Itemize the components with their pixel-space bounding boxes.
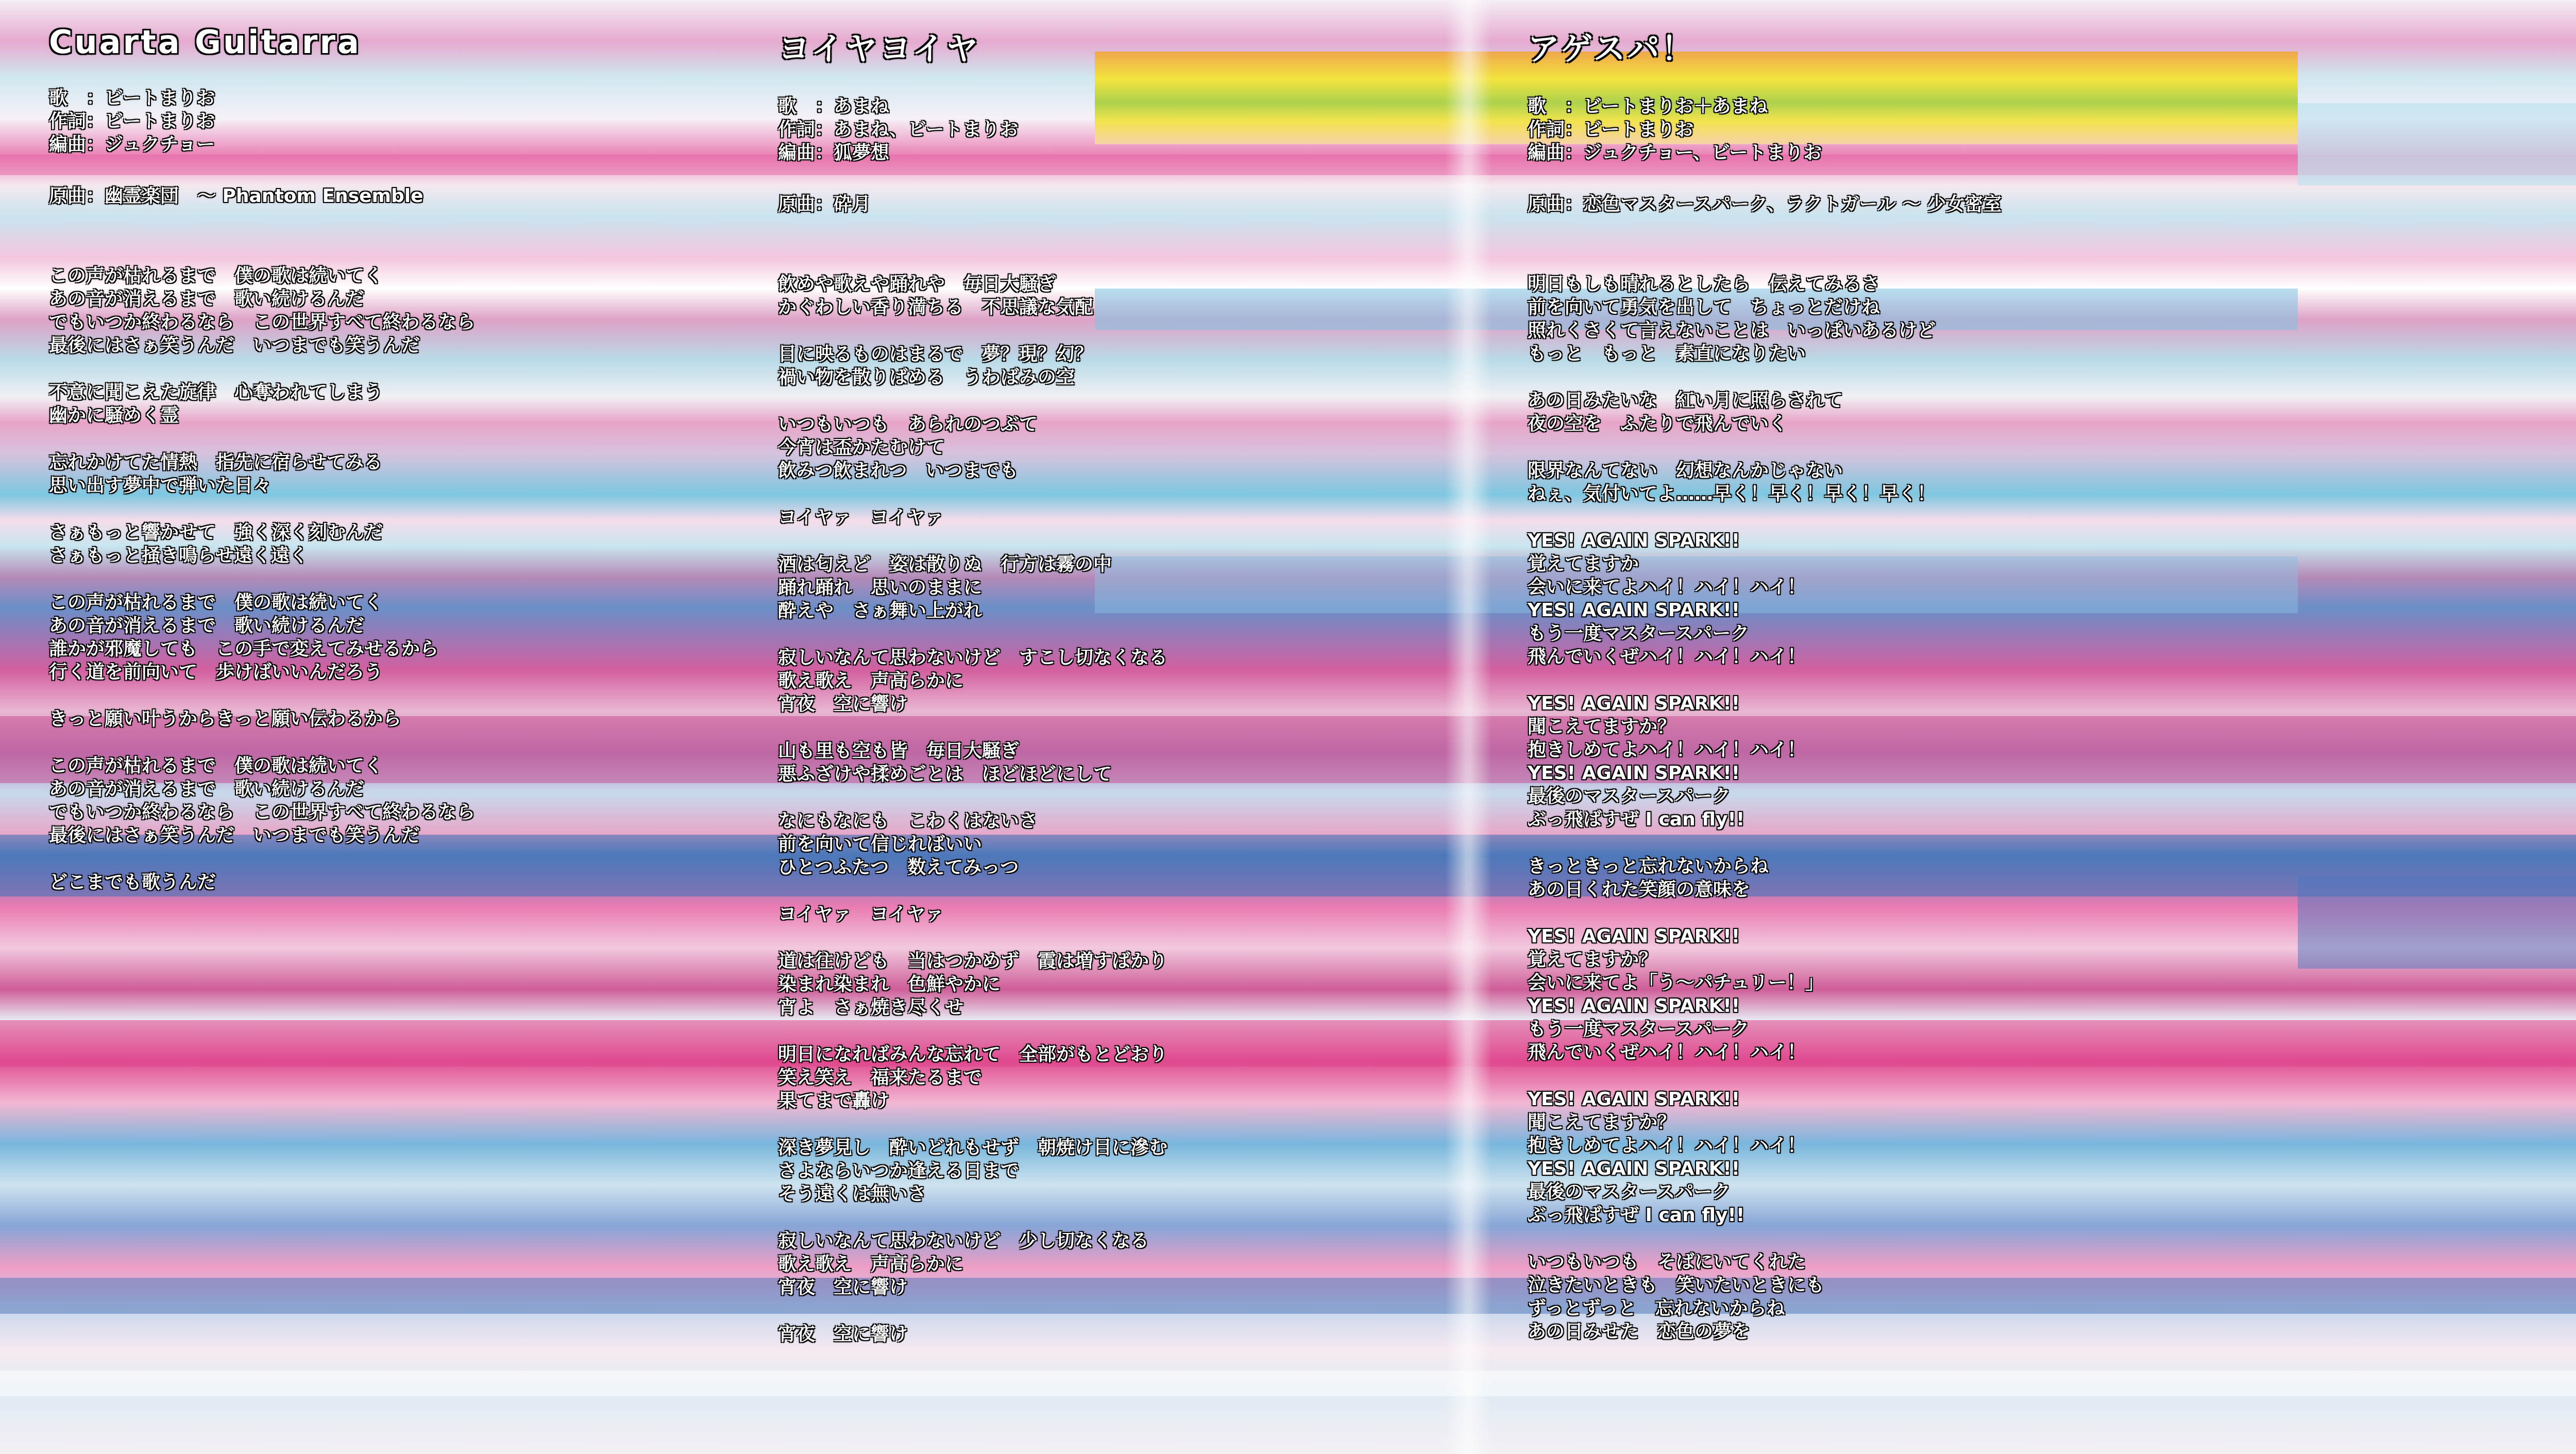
lyric-line: YES! AGAIN SPARK!!	[1528, 530, 1740, 551]
lyric-line: YES! AGAIN SPARK!!	[1528, 763, 1740, 784]
lyric-line: でもいつか終わるなら この世界すべて終わるなら	[49, 802, 476, 823]
credit-vocal: 歌 ：あまね	[778, 96, 890, 117]
lyric-stanza	[1528, 855, 2002, 901]
lyric-line: 聞こえてますか？	[1528, 1112, 1676, 1133]
lyric-line: YES! AGAIN SPARK!!	[1528, 926, 1740, 947]
lyric-line: あの日くれた笑顔の意味を	[1528, 879, 1751, 900]
lyric-line: 踊れ踊れ 思いのままに	[778, 577, 982, 598]
lyric-line: 飛んでいくぜハイ！ハイ！ハイ！	[1528, 1042, 1806, 1063]
lyric-line: 笑え笑え 福来たるまで	[778, 1067, 982, 1088]
lyric-line: 会いに来てよ「う～パチュリー！」	[1528, 972, 1824, 993]
lyrics	[778, 273, 1167, 1346]
lyric-line: 明日になればみんな忘れて 全部がもとどおり	[778, 1044, 1168, 1065]
lyrics	[49, 264, 475, 894]
lyric-stanza	[778, 273, 1167, 319]
lyric-stanza	[778, 1323, 1167, 1346]
lyric-stanza	[49, 264, 475, 357]
lyric-line: あの日みせた 恋色の夢を	[1528, 1321, 1751, 1342]
lyric-line: あの音が消えるまで 歌い続けるんだ	[49, 615, 365, 636]
lyric-line: 抱きしめてよハイ！ハイ！ハイ！	[1528, 1135, 1806, 1156]
lyric-line: いつもいつも あられのつぶて	[778, 414, 1038, 435]
lyric-stanza	[778, 739, 1167, 786]
lyric-line: 限界なんてない 幻想なんかじゃない	[1528, 460, 1843, 481]
lyric-stanza	[778, 1229, 1167, 1299]
lyric-line: 寂しいなんて思わないけど すこし切なくなる	[778, 647, 1168, 668]
credit-arrangement: 編曲：ジュクチョー	[49, 134, 215, 155]
lyric-line: 最後のマスタースパーク	[1528, 786, 1731, 807]
lyric-line: ひとつふたつ 数えてみっつ	[778, 857, 1019, 878]
lyric-line: YES! AGAIN SPARK!!	[1528, 693, 1740, 714]
lyric-stanza	[778, 903, 1167, 926]
lyric-stanza	[49, 521, 475, 567]
lyric-stanza	[778, 1043, 1167, 1112]
lyric-line: ヨイヤァ ヨイヤァ	[778, 904, 944, 925]
lyric-line: YES! AGAIN SPARK!!	[1528, 995, 1740, 1017]
lyric-line: ヨイヤァ ヨイヤァ	[778, 507, 944, 528]
lyric-line: 目に映るものはまるで 夢？現？幻？	[778, 344, 1093, 365]
lyric-line: 最後にはさぁ笑うんだ いつまでも笑うんだ	[49, 825, 420, 846]
lyric-line: 明日もしも晴れるとしたら 伝えてみるさ	[1528, 274, 1880, 295]
lyric-stanza	[1528, 925, 2002, 1064]
lyric-line: もっと もっと 素直になりたい	[1528, 343, 1806, 364]
lyric-stanza	[778, 343, 1167, 389]
lyric-line: 覚えてますか？	[1528, 949, 1658, 970]
lyric-line: 前を向いて信じればいい	[778, 834, 982, 855]
lyric-line: 誰かが邪魔しても この手で変えてみせるから	[49, 638, 439, 660]
lyric-line: 飲みつ飲まれつ いつまでも	[778, 460, 1019, 481]
glitch-stripe	[0, 1020, 2576, 1067]
lyric-line: 禍い物を散りばめる うわばみの空	[778, 367, 1075, 388]
lyric-line: 酒は匂えど 姿は散りぬ 行方は霧の中	[778, 554, 1112, 575]
lyric-line: 染まれ染まれ 色鮮やかに	[778, 974, 1001, 995]
original-song: 原曲：恋色マスタースパーク、ラクトガール ～ 少女密室	[1528, 194, 2002, 215]
lyric-line: YES! AGAIN SPARK!!	[1528, 1158, 1740, 1179]
credit-arrangement: 編曲：ジュクチョー、ビートまりお	[1528, 142, 1822, 163]
lyric-stanza	[778, 506, 1167, 529]
lyric-line: 飲めや歌えや踊れや 毎日大騒ぎ	[778, 274, 1057, 295]
lyric-line: 前を向いて勇気を出して ちょっとだけね	[1528, 297, 1880, 318]
lyric-line: 宵夜 空に響け	[778, 694, 908, 715]
glitch-stripe	[2298, 103, 2576, 185]
lyric-line: そう遠くは無いさ	[778, 1184, 927, 1205]
lyric-stanza	[49, 451, 475, 497]
lyric-line: あの音が消えるまで 歌い続けるんだ	[49, 779, 365, 800]
lyric-stanza	[1528, 1250, 2002, 1343]
lyric-stanza	[778, 950, 1167, 1019]
lyric-line: 行く道を前向いて 歩けばいいんだろう	[49, 662, 383, 683]
lyric-line: きっと願い叶うからきっと願い伝わるから	[49, 708, 402, 730]
lyric-stanza	[1528, 389, 2002, 435]
song-title: ヨイヤヨイヤ	[778, 30, 980, 67]
lyric-line: もう一度マスタースパーク	[1528, 1019, 1750, 1040]
lyric-line: 山も里も空も皆 毎日大騒ぎ	[778, 740, 1020, 762]
lyric-stanza	[49, 707, 475, 731]
lyric-line: 宵よ さぁ焼き尽くせ	[778, 997, 964, 1018]
song-column-cuarta-guitarra	[49, 23, 475, 918]
lyric-line: 今宵は盃かたむけて	[778, 437, 945, 458]
lyric-line: YES! AGAIN SPARK!!	[1528, 600, 1740, 621]
lyric-stanza	[49, 871, 475, 894]
lyric-line: 不意に聞こえた旋律 心奪われてしまう	[49, 382, 383, 403]
lyric-line: 覚えてますか	[1528, 553, 1639, 574]
booklet-fold	[1445, 0, 1492, 1454]
lyric-line: 酔えや さぁ舞い上がれ	[778, 600, 982, 621]
lyric-stanza	[1528, 273, 2002, 365]
lyric-line: 会いに来てよハイ！ハイ！ハイ！	[1528, 577, 1806, 598]
lyric-line: 夜の空を ふたりで飛んでいく	[1528, 413, 1788, 434]
lyric-line: 抱きしめてよハイ！ハイ！ハイ！	[1528, 739, 1806, 760]
lyric-line: 歌え歌え 声高らかに	[778, 1254, 964, 1275]
song-column-agesupa	[1528, 23, 2002, 1367]
lyric-line: 宵夜 空に響け	[778, 1324, 908, 1345]
lyric-line: 道は往けども 当はつかめず 霞は増すばかり	[778, 951, 1168, 972]
lyric-line: あの日みたいな 紅い月に照らされて	[1528, 390, 1843, 411]
lyric-line: 寂しいなんて思わないけど 少し切なくなる	[778, 1230, 1149, 1252]
lyric-stanza	[778, 1136, 1167, 1206]
lyric-line: あの音が消えるまで 歌い続けるんだ	[49, 289, 365, 310]
original-song: 原曲：幽霊楽団 ～ Phantom Ensemble	[49, 185, 423, 207]
song-title: アゲスパ！	[1528, 30, 1696, 67]
lyric-line: いつもいつも そばにいてくれた	[1528, 1252, 1806, 1273]
lyric-line: でもいつか終わるなら この世界すべて終わるなら	[49, 312, 476, 333]
lyric-line: 照れくさくて言えないことは いっぱいあるけど	[1528, 320, 1936, 341]
lyric-line: さよならいつか逢える日まで	[778, 1160, 1020, 1181]
lyric-line: ぶっ飛ばすぜ I can fly!!	[1528, 1205, 1745, 1226]
credit-lyrics: 作詞：ビートまりお	[1528, 119, 1694, 140]
lyric-stanza	[778, 553, 1167, 622]
lyric-stanza	[49, 381, 475, 427]
lyric-line: なにもなにも こわくはないさ	[778, 810, 1038, 832]
lyric-stanza	[1528, 1088, 2002, 1227]
lyric-line: この声が枯れるまで 僕の歌は続いてく	[49, 265, 383, 286]
lyric-line: 幽かに騒めく霊	[49, 405, 179, 426]
lyric-line: きっときっと忘れないからね	[1528, 856, 1769, 877]
lyric-line: 忘れかけてた情熱 指先に宿らせてみる	[49, 452, 382, 473]
song-column-yoiya-yoiya	[778, 23, 1167, 1370]
lyric-line: この声が枯れるまで 僕の歌は続いてく	[49, 755, 383, 776]
credit-lyrics: 作詞：ビートまりお	[49, 111, 215, 132]
lyric-line: ずっとずっと 忘れないからね	[1528, 1298, 1785, 1319]
lyric-stanza	[778, 809, 1167, 879]
lyric-line: 聞こえてますか？	[1528, 716, 1676, 737]
lyric-line: 深き夢見し 酔いどれもせず 朝焼け目に滲む	[778, 1137, 1168, 1158]
lyric-line: 宵夜 空に響け	[778, 1277, 908, 1298]
lyric-line: 最後のマスタースパーク	[1528, 1181, 1731, 1203]
lyric-stanza	[1528, 459, 2002, 505]
lyrics	[1528, 273, 2002, 1343]
lyric-line: さぁもっと響かせて 強く深く刻むんだ	[49, 522, 383, 543]
lyric-line: かぐわしい香り満ちる 不思議な気配	[778, 297, 1094, 318]
song-title: Cuarta Guitarra	[49, 23, 361, 61]
glitch-stripe	[0, 1278, 2576, 1314]
lyric-stanza	[778, 646, 1167, 716]
lyric-stanza	[49, 591, 475, 684]
lyric-line: YES! AGAIN SPARK!!	[1528, 1089, 1740, 1110]
lyric-line: 果てまで轟け	[778, 1090, 890, 1111]
lyric-line: 思い出す夢中で弾いた日々	[49, 475, 272, 496]
lyric-stanza	[778, 413, 1167, 482]
lyric-line: ねぇ、気付いてよ……早く！早く！早く！早く！	[1528, 483, 1936, 504]
lyric-stanza	[1528, 529, 2002, 668]
lyric-line: この声が枯れるまで 僕の歌は続いてく	[49, 592, 383, 613]
lyric-line: 悪ふざけや揉めごとは ほどほどにして	[778, 764, 1112, 785]
lyric-line: さぁもっと掻き鳴らせ遠く遠く	[49, 545, 308, 566]
lyric-line: ぶっ飛ばすぜ I can fly!!	[1528, 809, 1745, 830]
lyric-line: どこまでも歌うんだ	[49, 872, 216, 893]
lyric-line: もう一度マスタースパーク	[1528, 623, 1750, 644]
credit-arrangement: 編曲：狐夢想	[778, 142, 890, 163]
lyric-line: 飛んでいくぜハイ！ハイ！ハイ！	[1528, 646, 1806, 667]
lyric-line: 泣きたいときも 笑いたいときにも	[1528, 1275, 1825, 1296]
glitch-stripe	[0, 1371, 2576, 1396]
lyric-line: 最後にはさぁ笑うんだ いつまでも笑うんだ	[49, 335, 420, 356]
credit-vocal: 歌 ：ビートまりお	[49, 88, 215, 109]
original-song: 原曲：砕月	[778, 194, 871, 215]
lyric-stanza	[1528, 692, 2002, 831]
credit-vocal: 歌 ：ビートまりお＋あまね	[1528, 96, 1768, 117]
glitch-stripe	[2298, 876, 2576, 969]
credit-lyrics: 作詞：あまね、ビートまりお	[778, 119, 1019, 140]
lyric-stanza	[49, 754, 475, 847]
lyric-line: 歌え歌え 声高らかに	[778, 670, 964, 691]
